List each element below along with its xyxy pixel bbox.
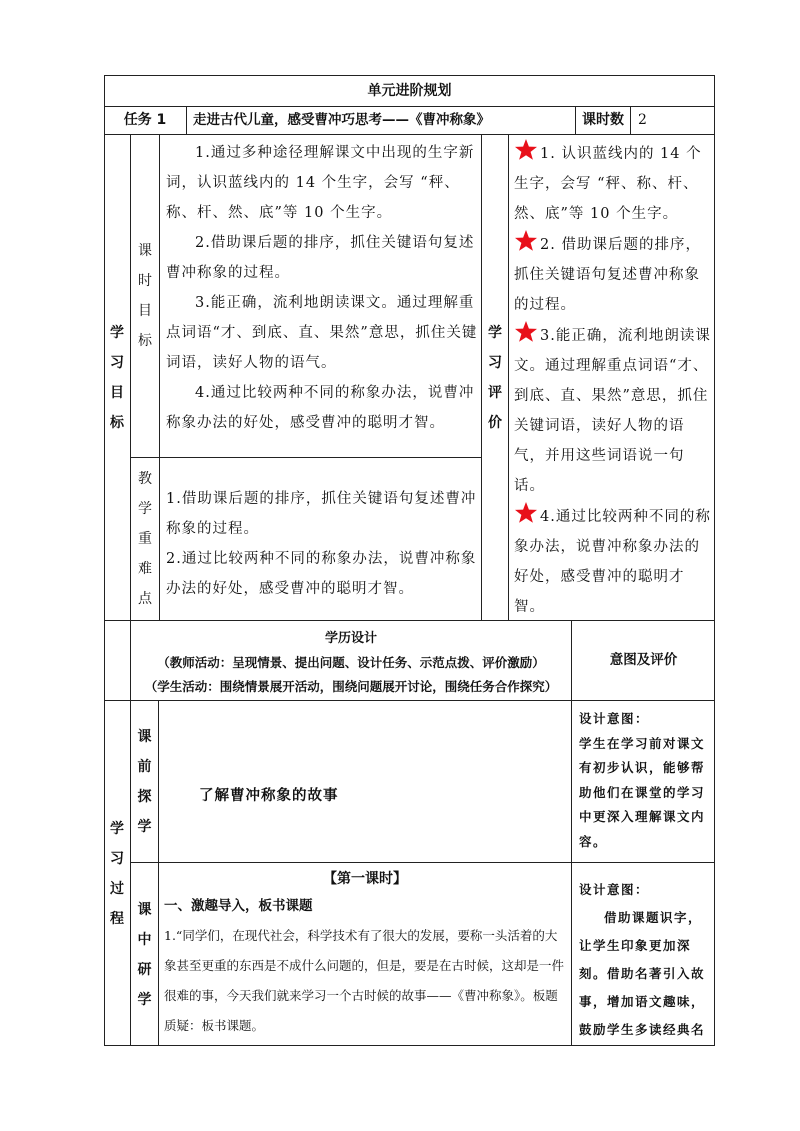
star-icon <box>514 320 538 344</box>
divider <box>630 107 631 134</box>
in-class-label: 课 中 研 学 <box>137 901 152 1008</box>
star-icon <box>514 229 538 253</box>
divider <box>186 107 187 134</box>
evaluation-label: 学 习 评 价 <box>488 324 502 431</box>
student-activities: （学生活动：围绕情景展开活动，围绕问题展开讨论，围绕任务合作探究） <box>144 679 558 694</box>
task-title: 走进古代儿童，感受曹冲巧思考——《曹冲称象》 <box>193 112 490 128</box>
divider <box>104 134 715 135</box>
key-points-content: 1.借助课后题的排序，抓住关键语句复述曹冲称象的过程。 2.通过比较两种不同的称象办法，说曹冲称象办法的好处，感受曹冲的聪明才智。 <box>166 491 477 597</box>
step-title: 一、激趣导入，板书课题 <box>164 898 313 914</box>
objectives-label: 课 时 目 标 <box>138 243 152 349</box>
pre-class-content: 了解曹冲称象的故事 <box>199 788 339 804</box>
pre-intent: 设计意图： 学生在学习前对课文有初步认识，能够帮助他们在课堂的学习中更深入理解课文内容。 <box>579 711 706 849</box>
divider <box>159 135 160 620</box>
hours-value: 2 <box>638 112 647 128</box>
page-title: 单元进阶规划 <box>367 83 452 99</box>
design-header <box>131 621 571 700</box>
divider <box>131 457 481 458</box>
divider <box>508 135 509 620</box>
divider <box>104 700 715 701</box>
goals-section-label: 学 习 目 标 <box>110 324 124 431</box>
process-section-label: 学 习 过 程 <box>110 820 124 927</box>
key-points-label: 教 学 重 难 点 <box>138 471 152 607</box>
teacher-activities: （教师活动：呈现情景、提出问题、设计任务、示范点拨、评价激励） <box>157 655 545 670</box>
star-icon <box>514 138 538 162</box>
evaluation-content: 1. 认识蓝线内的 14 个生字，会写 “秤、称、杆、然、底”等 10 个生字。 2. 借助课后题的排序，抓住关键语句复述曹冲称象的过程。 3.能正确，流利地朗读课文。通过理解重点词语“才、到底、直、果然”意思，抓住关键词语，读好人物的语气，并用这些词语说一句话。 4.通过比较两种不同的称象办法，说曹冲称象办法的好处，感受曹冲的聪明才智。 <box>514 138 712 622</box>
hours-label: 课时数 <box>582 112 624 128</box>
star-icon <box>514 501 538 525</box>
lesson-title: 【第一课时】 <box>323 871 407 887</box>
divider <box>158 701 159 1046</box>
in-class-content <box>164 866 566 1041</box>
divider <box>131 862 715 863</box>
objectives-content: 1.通过多种途径理解课文中出现的生字新词，认识蓝线内的 14 个生字，会写 “秤、称、杆、然、底”等 10 个生字。 2.借助课后题的排序，抓住关键语句复述曹冲称象的过程。 3.能正确，流利地朗读课文。通过理解重点词语“才、到底、直、果然”意思，抓住关键词语，读好人物的语气。 4.通过比较两种不同的称象办法，说曹冲称象办法的好处，感受曹冲的聪明才智。 <box>166 145 478 431</box>
design-title: 学历设计 <box>324 631 377 646</box>
intent-header: 意图及评价 <box>609 652 678 668</box>
in-class-intent: 设计意图： 借助课题识字，让学生印象更加深刻。借助名著引入故事，增加语文趣味，鼓励学生多读经典名 <box>579 882 706 1037</box>
step-body: 1.“同学们，在现代社会，科学技术有了很大的发展，要称一头活着的大象甚至更重的东西是不成什么问题的，但是，要是在古时候，这却是一件很难的事，今天我们就来学习一个古时候的故事——《曹冲称象》。板题质疑：板书课题。 <box>164 928 565 1033</box>
task-label: 任务 1 <box>123 112 167 128</box>
pre-class-label: 课 前 探 学 <box>137 728 152 835</box>
